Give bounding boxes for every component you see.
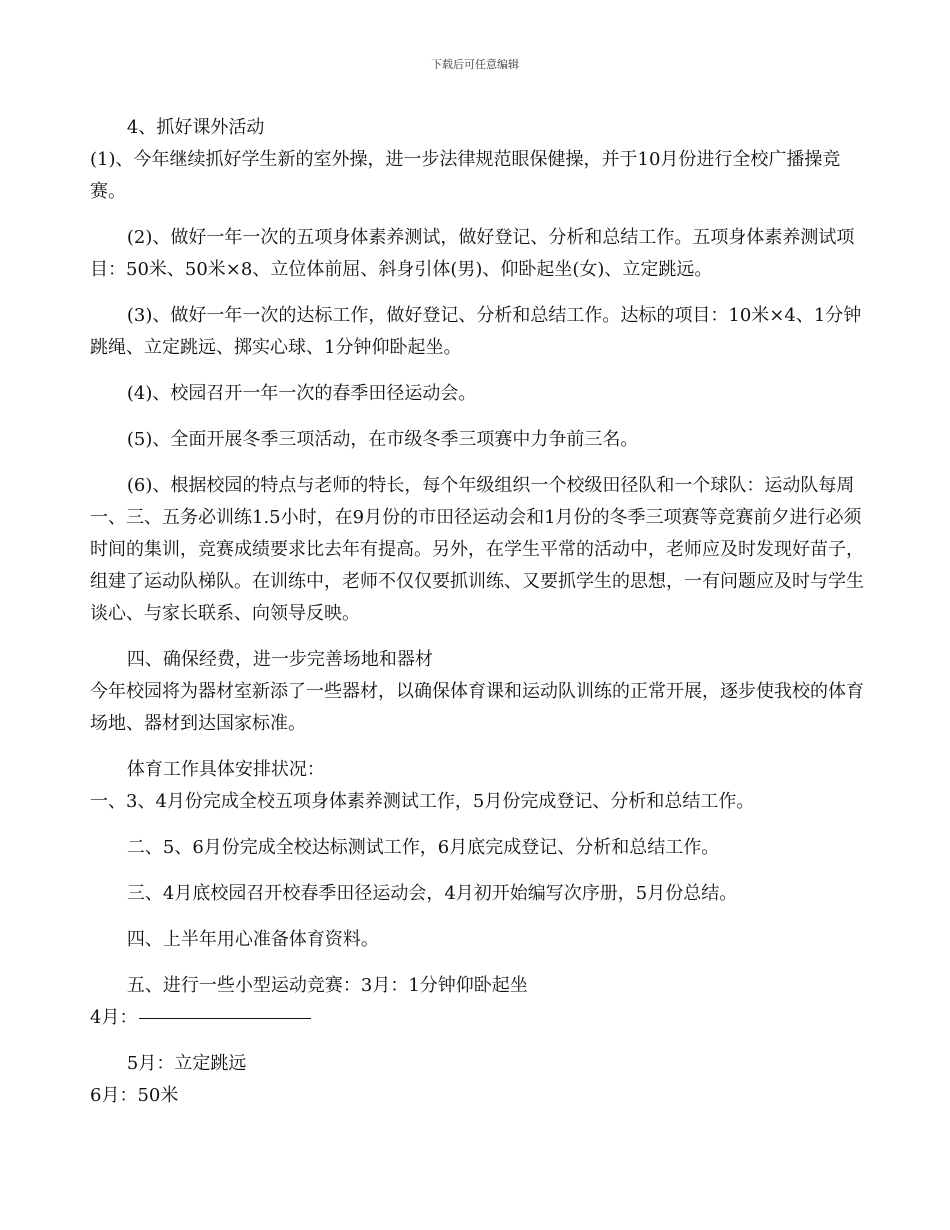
paragraph-funding: 今年校园将为器材室新添了一些器材，以确保体育课和运动队训练的正常开展，逐步使我校的体育场地、器材到达国家标准。 [90, 681, 864, 734]
month-may-line: 5月：立定跳远 [126, 1053, 247, 1074]
schedule-item-4: 四、上半年用心准备体育资料。 [126, 929, 379, 950]
paragraph-item-2: (2)、做好一年一次的五项身体素养测试，做好登记、分析和总结工作。五项身体素养测试项目：50米、50米×8、立位体前屈、斜身引体(男)、仰卧起坐(女)、立定跳远。 [90, 227, 855, 280]
document-body [90, 112, 870, 1112]
section-heading-extracurricular: 4、抓好课外活动 [126, 117, 265, 138]
paragraph-item-4: (4)、校园召开一年一次的春季田径运动会。 [126, 383, 477, 404]
schedule-item-1: 一、3、4月份完成全校五项身体素养测试工作，5月份完成登记、分析和总结工作。 [90, 791, 755, 812]
month-april-line [90, 1002, 870, 1034]
month-june-line: 6月：50米 [90, 1085, 179, 1106]
month-april-label: 4月： [90, 1007, 138, 1028]
page-header-note: 下载后可任意编辑 [431, 58, 519, 71]
paragraph-item-6: (6)、根据校园的特点与老师的特长，每个年级组织一个校级田径队和一个球队：运动队每周一、三、五务必训练1.5小时，在9月份的市田径运动会和1月份的冬季三项赛等竞赛前夕进行必须时间的集训，竞赛成绩要求比去年有提高。另外，在学生平常的活动中，老师应及时发现好苗子，组建了运动队梯队。在训练中，老师不仅仅要抓训练、又要抓学生的思想，一有问题应及时与学生谈心、与家长联系、向领导反映。 [90, 475, 864, 624]
section-heading-schedule: 体育工作具体安排状况： [126, 759, 325, 780]
paragraph-item-3: (3)、做好一年一次的达标工作，做好登记、分析和总结工作。达标的项目：10米×4、1分钟跳绳、立定跳远、掷实心球、1分钟仰卧起坐。 [90, 305, 862, 358]
blank-dash-line [139, 1018, 311, 1019]
paragraph-item-1: (1)、今年继续抓好学生新的室外操，进一步法律规范眼保健操，并于10月份进行全校广播操竞赛。 [90, 149, 841, 202]
schedule-item-3: 三、4月底校园召开校春季田径运动会，4月初开始编写次序册，5月份总结。 [126, 883, 738, 904]
schedule-item-2: 二、5、6月份完成全校达标测试工作，6月底完成登记、分析和总结工作。 [126, 837, 720, 858]
section-heading-funding: 四、确保经费，进一步完善场地和器材 [126, 649, 433, 670]
paragraph-item-5: (5)、全面开展冬季三项活动，在市级冬季三项赛中力争前三名。 [126, 429, 639, 450]
schedule-item-5: 五、进行一些小型运动竞赛：3月：1分钟仰卧起坐 [126, 975, 528, 996]
